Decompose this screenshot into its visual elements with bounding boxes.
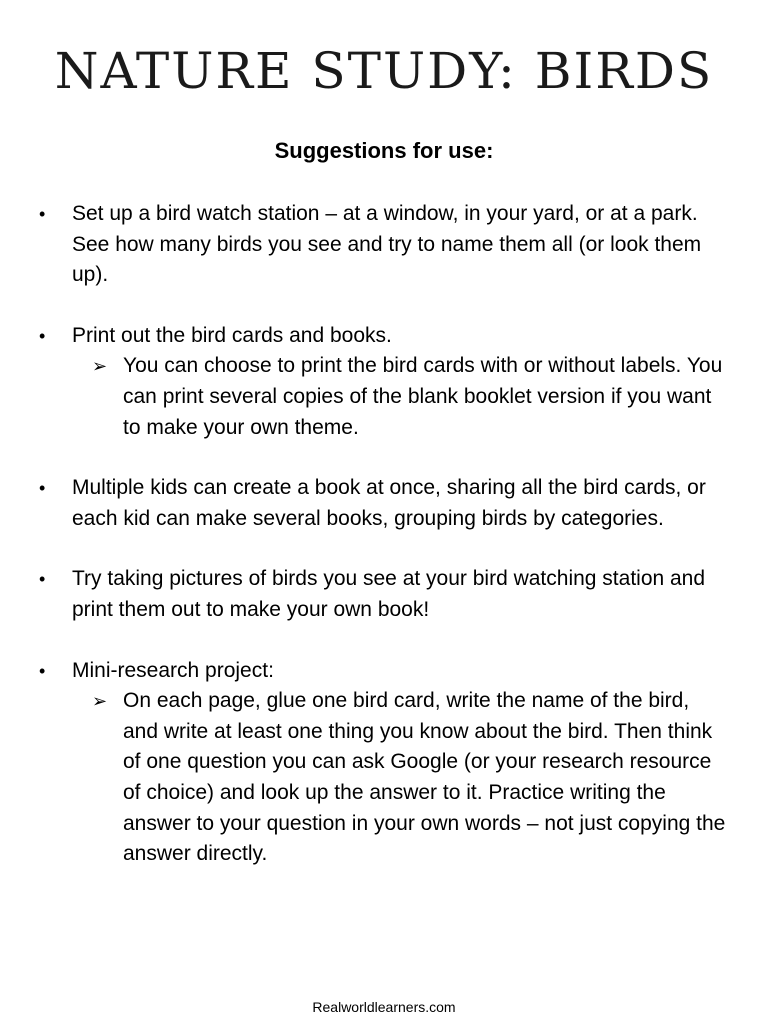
sub-list-item [72, 686, 728, 870]
list-item-text: Mini-research project: [72, 658, 274, 682]
list-item-text: Multiple kids can create a book at once, sharing all the bird cards, or each kid can make several books, grouping birds by categories. [72, 476, 706, 530]
page-title: NATURE STUDY: BIRDS [54, 42, 714, 100]
list-item-text: Set up a bird watch station – at a window, in your yard, or at a park. See how many birds you see and try to name them all (or look them up). [72, 202, 702, 287]
bullet-icon: • [39, 325, 46, 346]
arrow-bullet-icon: ➢ [92, 356, 108, 377]
list-item [0, 656, 768, 870]
sub-list-item-text: You can choose to print the bird cards with or without labels. You can print several copies of the blank booklet version if you want to make your own theme. [123, 354, 723, 439]
list-item-text: Print out the bird cards and books. [72, 323, 392, 347]
arrow-bullet-icon: ➢ [92, 691, 108, 712]
bullet-icon: • [39, 660, 46, 681]
bullet-icon: • [39, 569, 46, 590]
list-item [0, 321, 768, 443]
list-item-text: Try taking pictures of birds you see at your bird watching station and print them out to make your own book! [72, 567, 706, 621]
bullet-icon: • [39, 478, 46, 499]
bullet-icon: • [39, 204, 46, 224]
list-item [0, 473, 768, 534]
footer-website: Realworldlearners.com [312, 999, 456, 1015]
suggestion-list [0, 199, 768, 900]
section-heading: Suggestions for use: [274, 138, 494, 163]
list-item [0, 199, 768, 291]
sub-list-item [72, 351, 728, 443]
list-item [0, 564, 768, 625]
sub-list-item-text: On each page, glue one bird card, write the name of the bird, and write at least one thing you know about the bird. Then think of one question you can ask Google (or your research resource of choice) and look up the answer to it. Practice writing the answer to your question in your own words – not just copying the answer directly. [123, 689, 726, 866]
